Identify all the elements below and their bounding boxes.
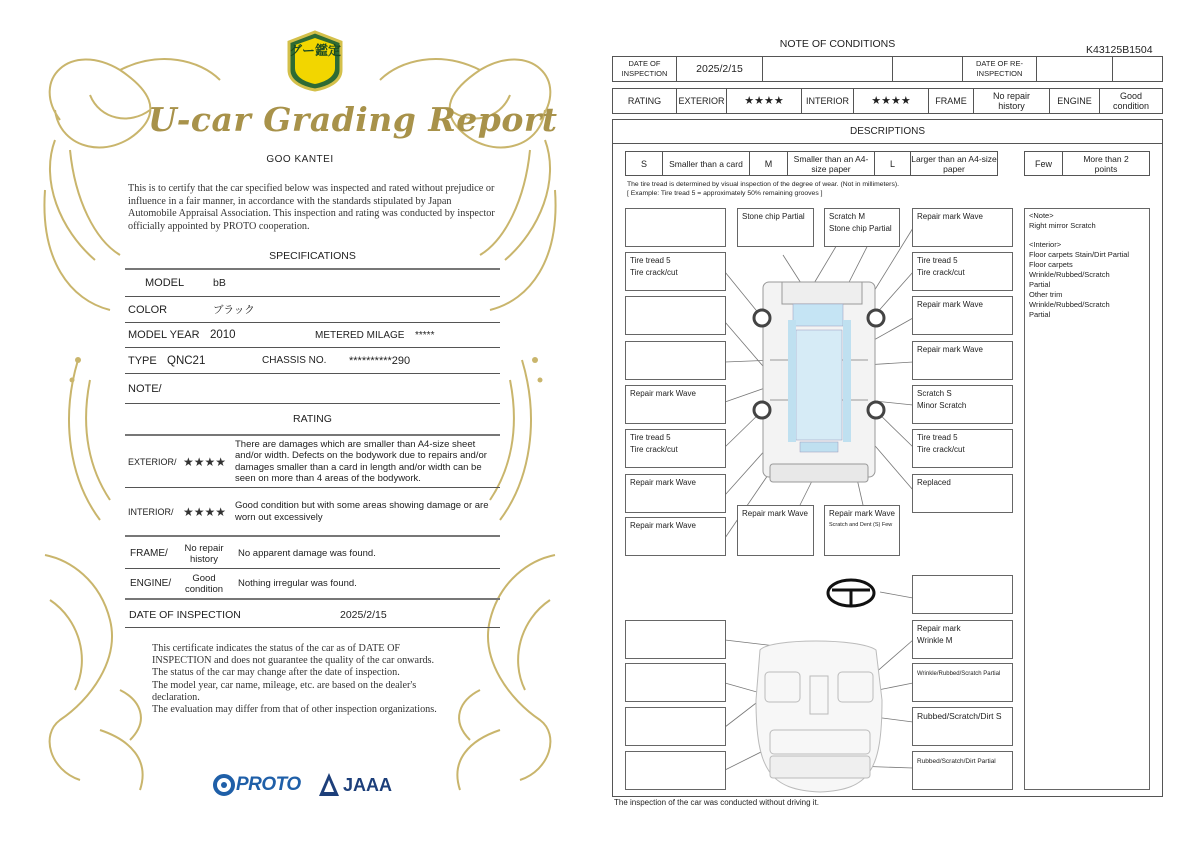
box-text: Tire tread 5: [630, 433, 671, 442]
box-text: Scratch and Dent (S) Few: [829, 522, 893, 528]
reference-number: K43125B1504: [1086, 44, 1153, 56]
note-line: Right mirror Scratch: [1029, 221, 1096, 230]
date-reinspection-label: DATE OF RE-INSPECTION: [963, 57, 1037, 81]
damage-box-front-right: [912, 208, 1013, 247]
note-line: Floor carpets: [1029, 260, 1073, 269]
damage-box-interior-right-1: [912, 620, 1013, 659]
box-text: Tire tread 5: [917, 256, 958, 265]
certify-text: This is to certify that the car specified below was inspected and rated without prejudice or influence in a fair manner, in accordance with the standards stipulated by Japan Automobile Appraisal Association. This inspection and rating was conducted by inspector officially appointed by PROTO cooperation.: [128, 183, 495, 232]
rating-heading: RATING: [293, 413, 332, 425]
note-line: <Note>: [1029, 211, 1054, 220]
frame-label: FRAME: [929, 89, 974, 113]
exterior-label: EXTERIOR: [677, 89, 727, 113]
damage-box-left-8: [625, 517, 726, 556]
model-year-label: MODEL YEAR: [128, 329, 200, 341]
descriptions-heading: DESCRIPTIONS: [612, 119, 1163, 144]
box-text: Repair mark Wave: [630, 478, 696, 487]
type-label: TYPE: [128, 354, 157, 367]
sheet-footer-note: The inspection of the car was conducted without driving it.: [614, 798, 819, 807]
certificate-disclaimer: [152, 643, 482, 716]
damage-box-left-3: [625, 296, 726, 335]
interior-description: Good condition but with some areas showing damage or are worn out excessively: [235, 500, 489, 523]
damage-box-left-7: [625, 474, 726, 513]
frame-label: FRAME/: [130, 548, 168, 559]
box-text: Repair mark Wave: [917, 300, 983, 309]
spec-row-year: [125, 323, 500, 348]
box-text: Minor Scratch: [917, 401, 967, 410]
box-text: Replaced: [917, 478, 951, 487]
jaaa-mark-icon: [318, 772, 340, 798]
box-text: Repair mark Wave: [630, 389, 696, 398]
note-line: Floor carpets Stain/Dirt Partial: [1029, 250, 1130, 259]
legend-few-desc: More than 2 points: [1083, 153, 1129, 174]
damage-box-rear-right-tire: [912, 429, 1013, 468]
box-text: Repair mark Wave: [829, 509, 895, 518]
box-text: Wrinkle/Rubbed/Scratch Partial: [917, 671, 1001, 677]
disclaimer-line: declaration.: [152, 691, 200, 703]
rating-row-date: [125, 602, 500, 628]
note-line: [1029, 231, 1145, 240]
spec-row-color: [125, 297, 500, 323]
engine-value: Good condition: [184, 572, 224, 595]
legend-m-desc: Smaller than an A4-size paper: [788, 152, 875, 175]
sheet-title: NOTE OF CONDITIONS: [779, 38, 896, 50]
exterior-stars: ★★★★: [727, 89, 802, 113]
note-line: Partial: [1029, 280, 1051, 289]
goo-kantei-emblem: [287, 30, 343, 92]
disclaimer-line: The model year, car name, mileage, etc. are based on the dealer's: [152, 679, 417, 691]
damage-box-front-right-tire: [912, 252, 1013, 291]
damage-box-interior-right-4: [912, 751, 1013, 790]
damage-box-rear-bumper: [824, 505, 900, 556]
legend-m: M: [750, 152, 788, 175]
damage-box-right-7: [912, 474, 1013, 513]
box-text: Repair mark: [917, 624, 961, 633]
box-text: Rubbed/Scratch/Dirt S: [917, 711, 1002, 721]
disclaimer-line: This certificate indicates the status of the car as of DATE OF: [152, 643, 401, 654]
disclaimer-line: The evaluation may differ from that of other inspection organizations.: [152, 704, 437, 716]
type-value: QNC21: [167, 354, 206, 367]
damage-box-steering: [912, 575, 1013, 614]
damage-box-interior-left-2: [625, 663, 726, 702]
spec-row-type: [125, 348, 500, 374]
damage-box-right-3: [912, 296, 1013, 335]
legend-s: S: [626, 152, 663, 175]
engine-value: Good condition: [1112, 91, 1150, 111]
legend-s-desc: Smaller than a card: [663, 152, 750, 175]
rating-label: RATING: [613, 89, 677, 113]
disclaimer-line: INSPECTION and does not guarantee the quality of the car onwards.: [152, 655, 435, 667]
rating-row-exterior: [125, 436, 500, 488]
legend-few: Few: [1025, 152, 1063, 175]
damage-box-front-left-tire: [625, 252, 726, 291]
damage-box-front-left: [625, 208, 726, 247]
damage-box-interior-left-3: [625, 707, 726, 746]
damage-box-right-4: [912, 341, 1013, 380]
box-text: Tire tread 5: [917, 433, 958, 442]
box-text: Scratch S: [917, 389, 952, 398]
box-text: Wrinkle M: [917, 636, 953, 645]
box-text: Tire crack/cut: [917, 268, 965, 277]
damage-box-interior-right-2: [912, 663, 1013, 702]
box-text: Tire crack/cut: [630, 268, 678, 277]
damage-box-interior-left-4: [625, 751, 726, 790]
jaaa-logo-text: JAAA: [343, 774, 393, 795]
steering-wheel-icon: [828, 580, 874, 606]
box-text: Tire tread 5: [630, 256, 671, 265]
exterior-stars: ★★★★: [183, 454, 227, 469]
damage-box-interior-right-3: [912, 707, 1013, 746]
jaaa-logo: [318, 770, 392, 800]
note-label: NOTE/: [128, 382, 162, 395]
color-value: ブラック: [213, 304, 255, 316]
note-of-conditions-sheet: [600, 0, 1200, 848]
rating-row-engine: [125, 569, 500, 600]
interior-label: INTERIOR: [802, 89, 854, 113]
note-line: <Interior>: [1029, 240, 1062, 249]
exterior-label: EXTERIOR/: [128, 456, 177, 467]
box-text: Stone chip Partial: [742, 212, 805, 221]
damage-box-left-5: [625, 385, 726, 424]
mileage-value: *****: [415, 329, 435, 341]
spec-row-model: [125, 269, 500, 297]
disclaimer-line: The status of the car may change after the date of inspection.: [152, 667, 400, 679]
proto-logo-text: PROTO: [236, 774, 301, 795]
box-text: Tire crack/cut: [917, 445, 965, 454]
proto-logo: [212, 770, 301, 800]
box-text: Rubbed/Scratch/Dirt Partial: [917, 758, 996, 765]
damage-box-left-4: [625, 341, 726, 380]
box-text: Repair mark Wave: [917, 212, 983, 221]
damage-box-rear-left: [737, 505, 814, 556]
report-title: U-car Grading Report: [148, 100, 558, 139]
date-inspection-value: 2025/2/15: [677, 57, 763, 81]
interior-stars: ★★★★: [183, 504, 227, 519]
color-label: COLOR: [128, 303, 168, 316]
date-of-inspection-label: DATE OF INSPECTION: [129, 608, 241, 621]
frame-description: No apparent damage was found.: [238, 548, 376, 559]
date-inspection-label: DATE OF INSPECTION: [613, 57, 677, 81]
model-value: bB: [213, 276, 226, 289]
damage-box-rear-left-tire: [625, 429, 726, 468]
interior-stars: ★★★★: [854, 89, 929, 113]
box-text: Stone chip Partial: [829, 224, 892, 233]
exterior-description: There are damages which are smaller than A4-size sheet and/or width. Defects on the bodywork due to repairs and/or damages smaller than a card in length and/or width can be seen on more than 4 areas of the bodywork.: [235, 438, 487, 484]
box-text: Repair mark Wave: [742, 509, 808, 518]
model-year-value: 2010: [210, 329, 236, 341]
damage-box-interior-left-1: [625, 620, 726, 659]
interior-label: INTERIOR/: [128, 506, 174, 517]
legend-l-desc: Larger than an A4-size paper: [911, 153, 997, 174]
box-text: Repair mark Wave: [630, 521, 696, 530]
engine-label: ENGINE: [1050, 89, 1100, 113]
box-text: Repair mark Wave: [917, 345, 983, 354]
rating-row-interior: [125, 488, 500, 537]
date-of-inspection-value: 2025/2/15: [340, 608, 387, 621]
engine-description: Nothing irregular was found.: [238, 578, 357, 589]
damage-box-front-bumper: [824, 208, 900, 247]
note-line: Wrinkle/Rubbed/Scratch: [1029, 270, 1110, 279]
report-subtitle: GOO KANTEI: [266, 154, 334, 165]
spec-row-note: [125, 374, 500, 404]
box-text: Tire crack/cut: [630, 445, 678, 454]
engine-label: ENGINE/: [130, 578, 172, 589]
notes-panel: [1024, 208, 1150, 790]
note-line: Wrinkle/Rubbed/Scratch: [1029, 300, 1110, 309]
frame-value: No repair history: [184, 542, 224, 565]
tire-note-line: [ Example: Tire tread 5 = approximately 50% remaining grooves ]: [627, 190, 823, 197]
frame-value: No repair history: [974, 89, 1050, 113]
specifications-heading: SPECIFICATIONS: [269, 250, 356, 262]
model-label: MODEL: [145, 276, 185, 289]
rating-row-frame: [125, 539, 500, 569]
emblem-text: グー鑑定: [288, 44, 341, 59]
proto-mark-icon: [212, 773, 236, 797]
damage-box-hood: [737, 208, 814, 247]
legend-l: L: [875, 152, 911, 175]
tire-note-line: The tire tread is determined by visual inspection of the degree of wear. (Not in millimeters).: [627, 181, 899, 188]
note-line: Partial: [1029, 310, 1051, 319]
note-line: Other trim: [1029, 290, 1063, 299]
chassis-label: CHASSIS NO.: [262, 355, 327, 366]
chassis-value: **********290: [349, 354, 411, 367]
damage-box-right-5: [912, 385, 1013, 424]
mileage-label: METERED MILAGE: [315, 329, 405, 341]
box-text: Scratch M: [829, 212, 866, 221]
